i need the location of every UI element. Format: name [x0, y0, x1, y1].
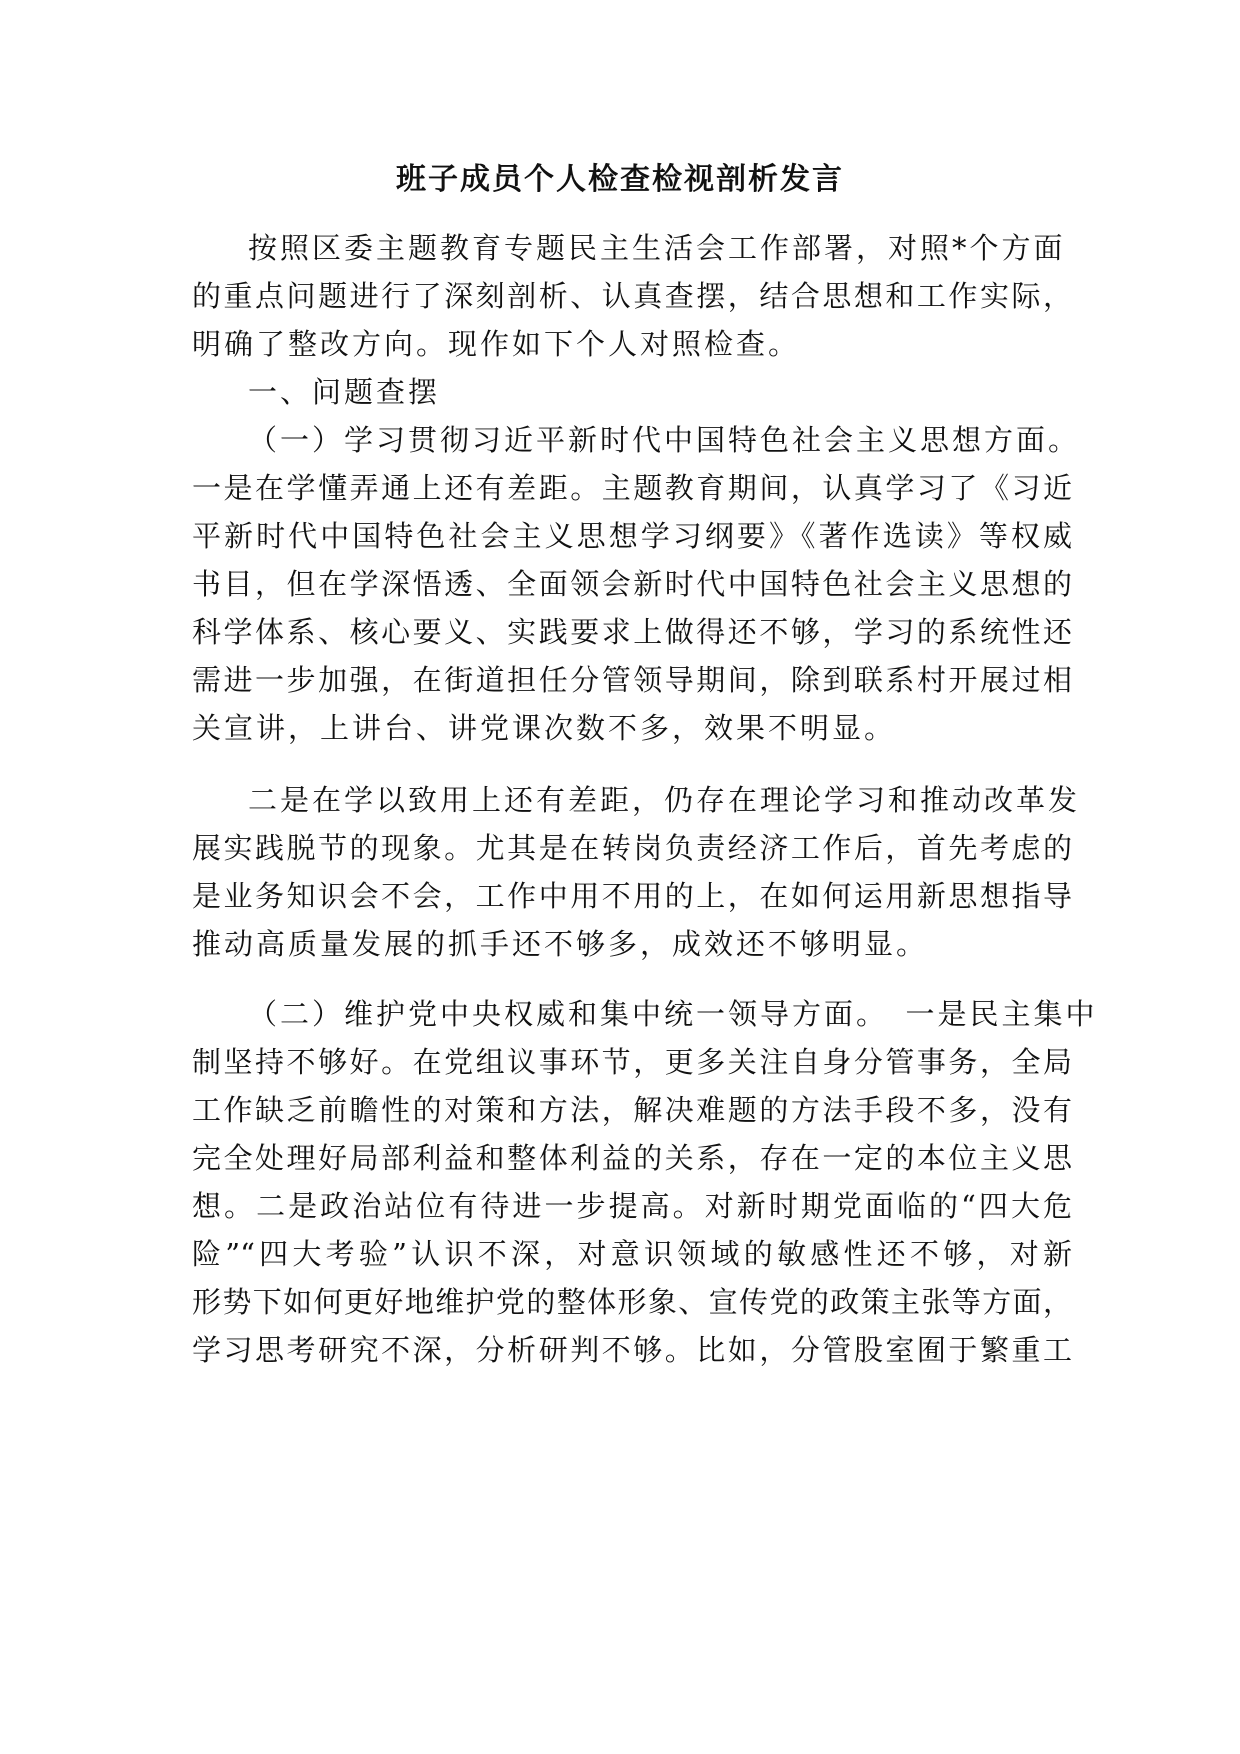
paragraph-1-line-2: 的重点问题进行了深刻剖析、认真查摆，结合思想和工作实际，	[192, 279, 1072, 313]
paragraph-2-line-2: 平新时代中国特色社会主义思想学习纲要》《著作选读》等权威	[192, 519, 1072, 553]
document-title: 班子成员个人检查检视剖析发言	[396, 162, 844, 197]
paragraph-4-line-6: 形势下如何更好地维护党的整体形象、宣传党的政策主张等方面，	[192, 1285, 1072, 1319]
paragraph-4-line-1: 制坚持不够好。在党组议事环节，更多关注自身分管事务，全局	[192, 1045, 1072, 1079]
paragraph-4-line-4: 想。二是政治站位有待进一步提高。对新时期党面临的“四大危	[192, 1189, 1072, 1223]
paragraph-2-line-4: 科学体系、核心要义、实践要求上做得还不够，学习的系统性还	[192, 615, 1072, 649]
subsection-heading-1: （一）学习贯彻习近平新时代中国特色社会主义思想方面。	[248, 423, 1081, 457]
paragraph-2-line-3: 书目，但在学深悟透、全面领会新时代中国特色社会主义思想的	[192, 567, 1072, 601]
paragraph-2-line-1: 一是在学懂弄通上还有差距。主题教育期间，认真学习了《习近	[192, 471, 1072, 505]
subsection-heading-2: （二）维护党中央权威和集中统一领导方面。 一是民主集中	[248, 997, 1098, 1031]
paragraph-2-line-6: 关宣讲，上讲台、讲党课次数不多，效果不明显。	[192, 711, 897, 745]
paragraph-3-line-3: 是业务知识会不会，工作中用不用的上，在如何运用新思想指导	[192, 879, 1072, 913]
section-heading-1: 一、问题查摆	[248, 375, 441, 409]
paragraph-4-line-7: 学习思考研究不深，分析研判不够。比如，分管股室囿于繁重工	[192, 1333, 1072, 1367]
paragraph-4-line-2: 工作缺乏前瞻性的对策和方法，解决难题的方法手段不多，没有	[192, 1093, 1072, 1127]
paragraph-4-line-5: 险”“四大考验”认识不深，对意识领域的敏感性还不够，对新	[192, 1237, 1072, 1271]
paragraph-1-line-1: 按照区委主题教育专题民主生活会工作部署，对照*个方面	[248, 231, 1066, 265]
paragraph-3-line-4: 推动高质量发展的抓手还不够多，成效还不够明显。	[192, 927, 929, 961]
paragraph-3-line-1: 二是在学以致用上还有差距，仍存在理论学习和推动改革发	[248, 783, 1081, 817]
paragraph-1-line-3: 明确了整改方向。现作如下个人对照检查。	[192, 327, 801, 361]
paragraph-4-line-3: 完全处理好局部利益和整体利益的关系，存在一定的本位主义思	[192, 1141, 1072, 1175]
paragraph-3-line-2: 展实践脱节的现象。尤其是在转岗负责经济工作后，首先考虑的	[192, 831, 1072, 865]
paragraph-2-line-5: 需进一步加强，在街道担任分管领导期间，除到联系村开展过相	[192, 663, 1072, 697]
